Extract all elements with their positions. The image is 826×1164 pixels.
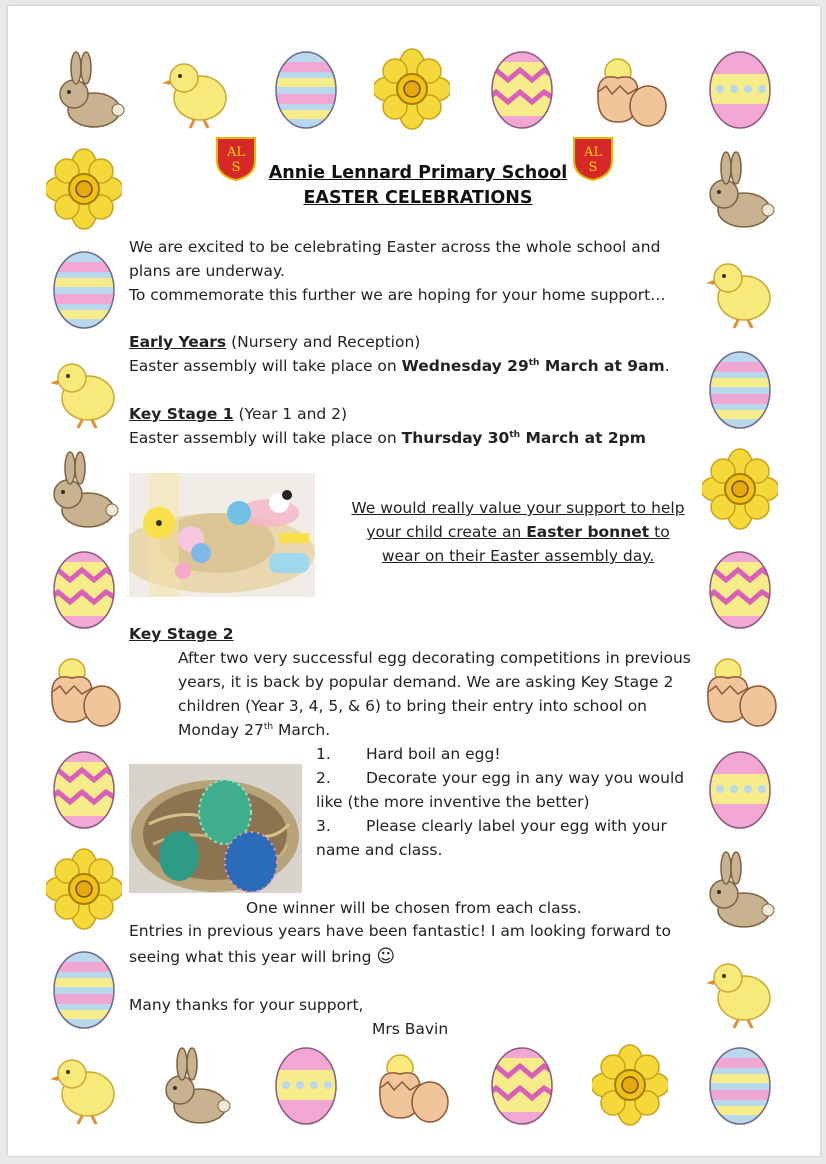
bonnet-text-2c: to bbox=[649, 523, 670, 541]
entries-line-1: Entries in previous years have been fantastic! I am looking forward to bbox=[129, 922, 671, 940]
thanks-line: Many thanks for your support, bbox=[129, 996, 364, 1014]
intro-line-1: We are excited to be celebrating Easter across the whole school and bbox=[129, 238, 661, 256]
early-years-day: Wednesday 29 bbox=[401, 357, 529, 375]
ks2-heading-line bbox=[129, 622, 234, 646]
ks2-date-ord: th bbox=[263, 721, 274, 732]
early-years-assembly bbox=[129, 354, 670, 378]
ks2-step-text: Hard boil an egg! bbox=[366, 745, 501, 763]
ks2-step-number: 3. bbox=[316, 817, 331, 835]
entries-line-2 bbox=[129, 945, 395, 969]
ks2-step-text: like (the more inventive the better) bbox=[316, 793, 590, 811]
svg-text:AL: AL bbox=[583, 145, 603, 160]
poster-title bbox=[256, 161, 580, 211]
ks2-date-month: March. bbox=[273, 721, 331, 739]
ks2-step-text: Please clearly label your egg with your bbox=[366, 817, 667, 835]
smiley-emoji-icon: ☺ bbox=[376, 946, 396, 967]
ks1-heading: Key Stage 1 bbox=[129, 405, 234, 423]
svg-text:AL: AL bbox=[226, 145, 246, 160]
ks2-para-1: After two very successful egg decorating competitions in previous bbox=[178, 649, 691, 667]
svg-text:S: S bbox=[588, 160, 598, 175]
bonnet-highlight: Easter bonnet bbox=[526, 523, 650, 541]
early-years-heading: Early Years bbox=[129, 333, 227, 351]
poster-content bbox=[8, 6, 820, 1156]
ks1-sub: (Year 1 and 2) bbox=[233, 405, 348, 423]
ks2-para-3: children (Year 3, 4, 5, & 6) to bring their entry into school on bbox=[178, 697, 647, 715]
ks1-text: Easter assembly will take place on bbox=[129, 429, 402, 447]
ks2-step-item bbox=[316, 790, 590, 814]
winner-line: One winner will be chosen from each class. bbox=[246, 899, 582, 917]
bonnet-line-2 bbox=[308, 520, 728, 544]
ks2-step-item bbox=[316, 742, 501, 766]
ks2-step-text: Decorate your egg in any way you would bbox=[366, 769, 685, 787]
ks2-step-number: 1. bbox=[316, 745, 331, 763]
ks1-time: March at 2pm bbox=[520, 429, 646, 447]
bonnet-line-1 bbox=[308, 496, 728, 520]
entries-text-2: seeing what this year will bring bbox=[129, 948, 377, 966]
ks2-step-text: name and class. bbox=[316, 841, 443, 859]
bonnet-text-1: We would really value your support to help bbox=[351, 499, 685, 517]
ks2-heading: Key Stage 2 bbox=[129, 625, 234, 643]
ks1-heading-line bbox=[129, 402, 347, 426]
ks2-step-item bbox=[316, 766, 684, 790]
ks1-assembly bbox=[129, 426, 646, 450]
intro-line-3: To commemorate this further we are hoping for your home support… bbox=[129, 286, 666, 304]
signature: Mrs Bavin bbox=[372, 1020, 449, 1038]
early-years-ord: th bbox=[528, 357, 540, 368]
decorated-eggs-photo bbox=[129, 764, 302, 893]
intro-line-2: plans are underway. bbox=[129, 262, 285, 280]
early-years-time: March at 9am bbox=[539, 357, 665, 375]
school-name: Annie Lennard Primary School bbox=[268, 163, 568, 183]
ks1-day: Thursday 30 bbox=[401, 429, 510, 447]
ks2-step-number: 2. bbox=[316, 769, 331, 787]
ks2-step-item bbox=[316, 814, 667, 838]
early-years-heading-line bbox=[129, 330, 420, 354]
ks1-ord: th bbox=[509, 429, 521, 440]
ks2-date: Monday 27 bbox=[178, 721, 264, 739]
ks2-para-4 bbox=[178, 718, 330, 742]
bonnet-line-3 bbox=[308, 544, 728, 568]
bonnet-text-3: wear on their Easter assembly day. bbox=[381, 547, 655, 565]
early-years-end: . bbox=[664, 357, 670, 375]
ks2-para-2: years, it is back by popular demand. We are asking Key Stage 2 bbox=[178, 673, 674, 691]
event-title: EASTER CELEBRATIONS bbox=[303, 188, 533, 208]
early-years-sub: (Nursery and Reception) bbox=[226, 333, 421, 351]
svg-text:S: S bbox=[231, 160, 241, 175]
early-years-text: Easter assembly will take place on bbox=[129, 357, 402, 375]
bonnet-text-2a: your child create an bbox=[366, 523, 527, 541]
poster-sheet bbox=[8, 6, 820, 1156]
ks2-step-item bbox=[316, 838, 442, 862]
school-crest-left-icon bbox=[213, 134, 259, 182]
easter-bonnet-photo bbox=[129, 473, 315, 597]
